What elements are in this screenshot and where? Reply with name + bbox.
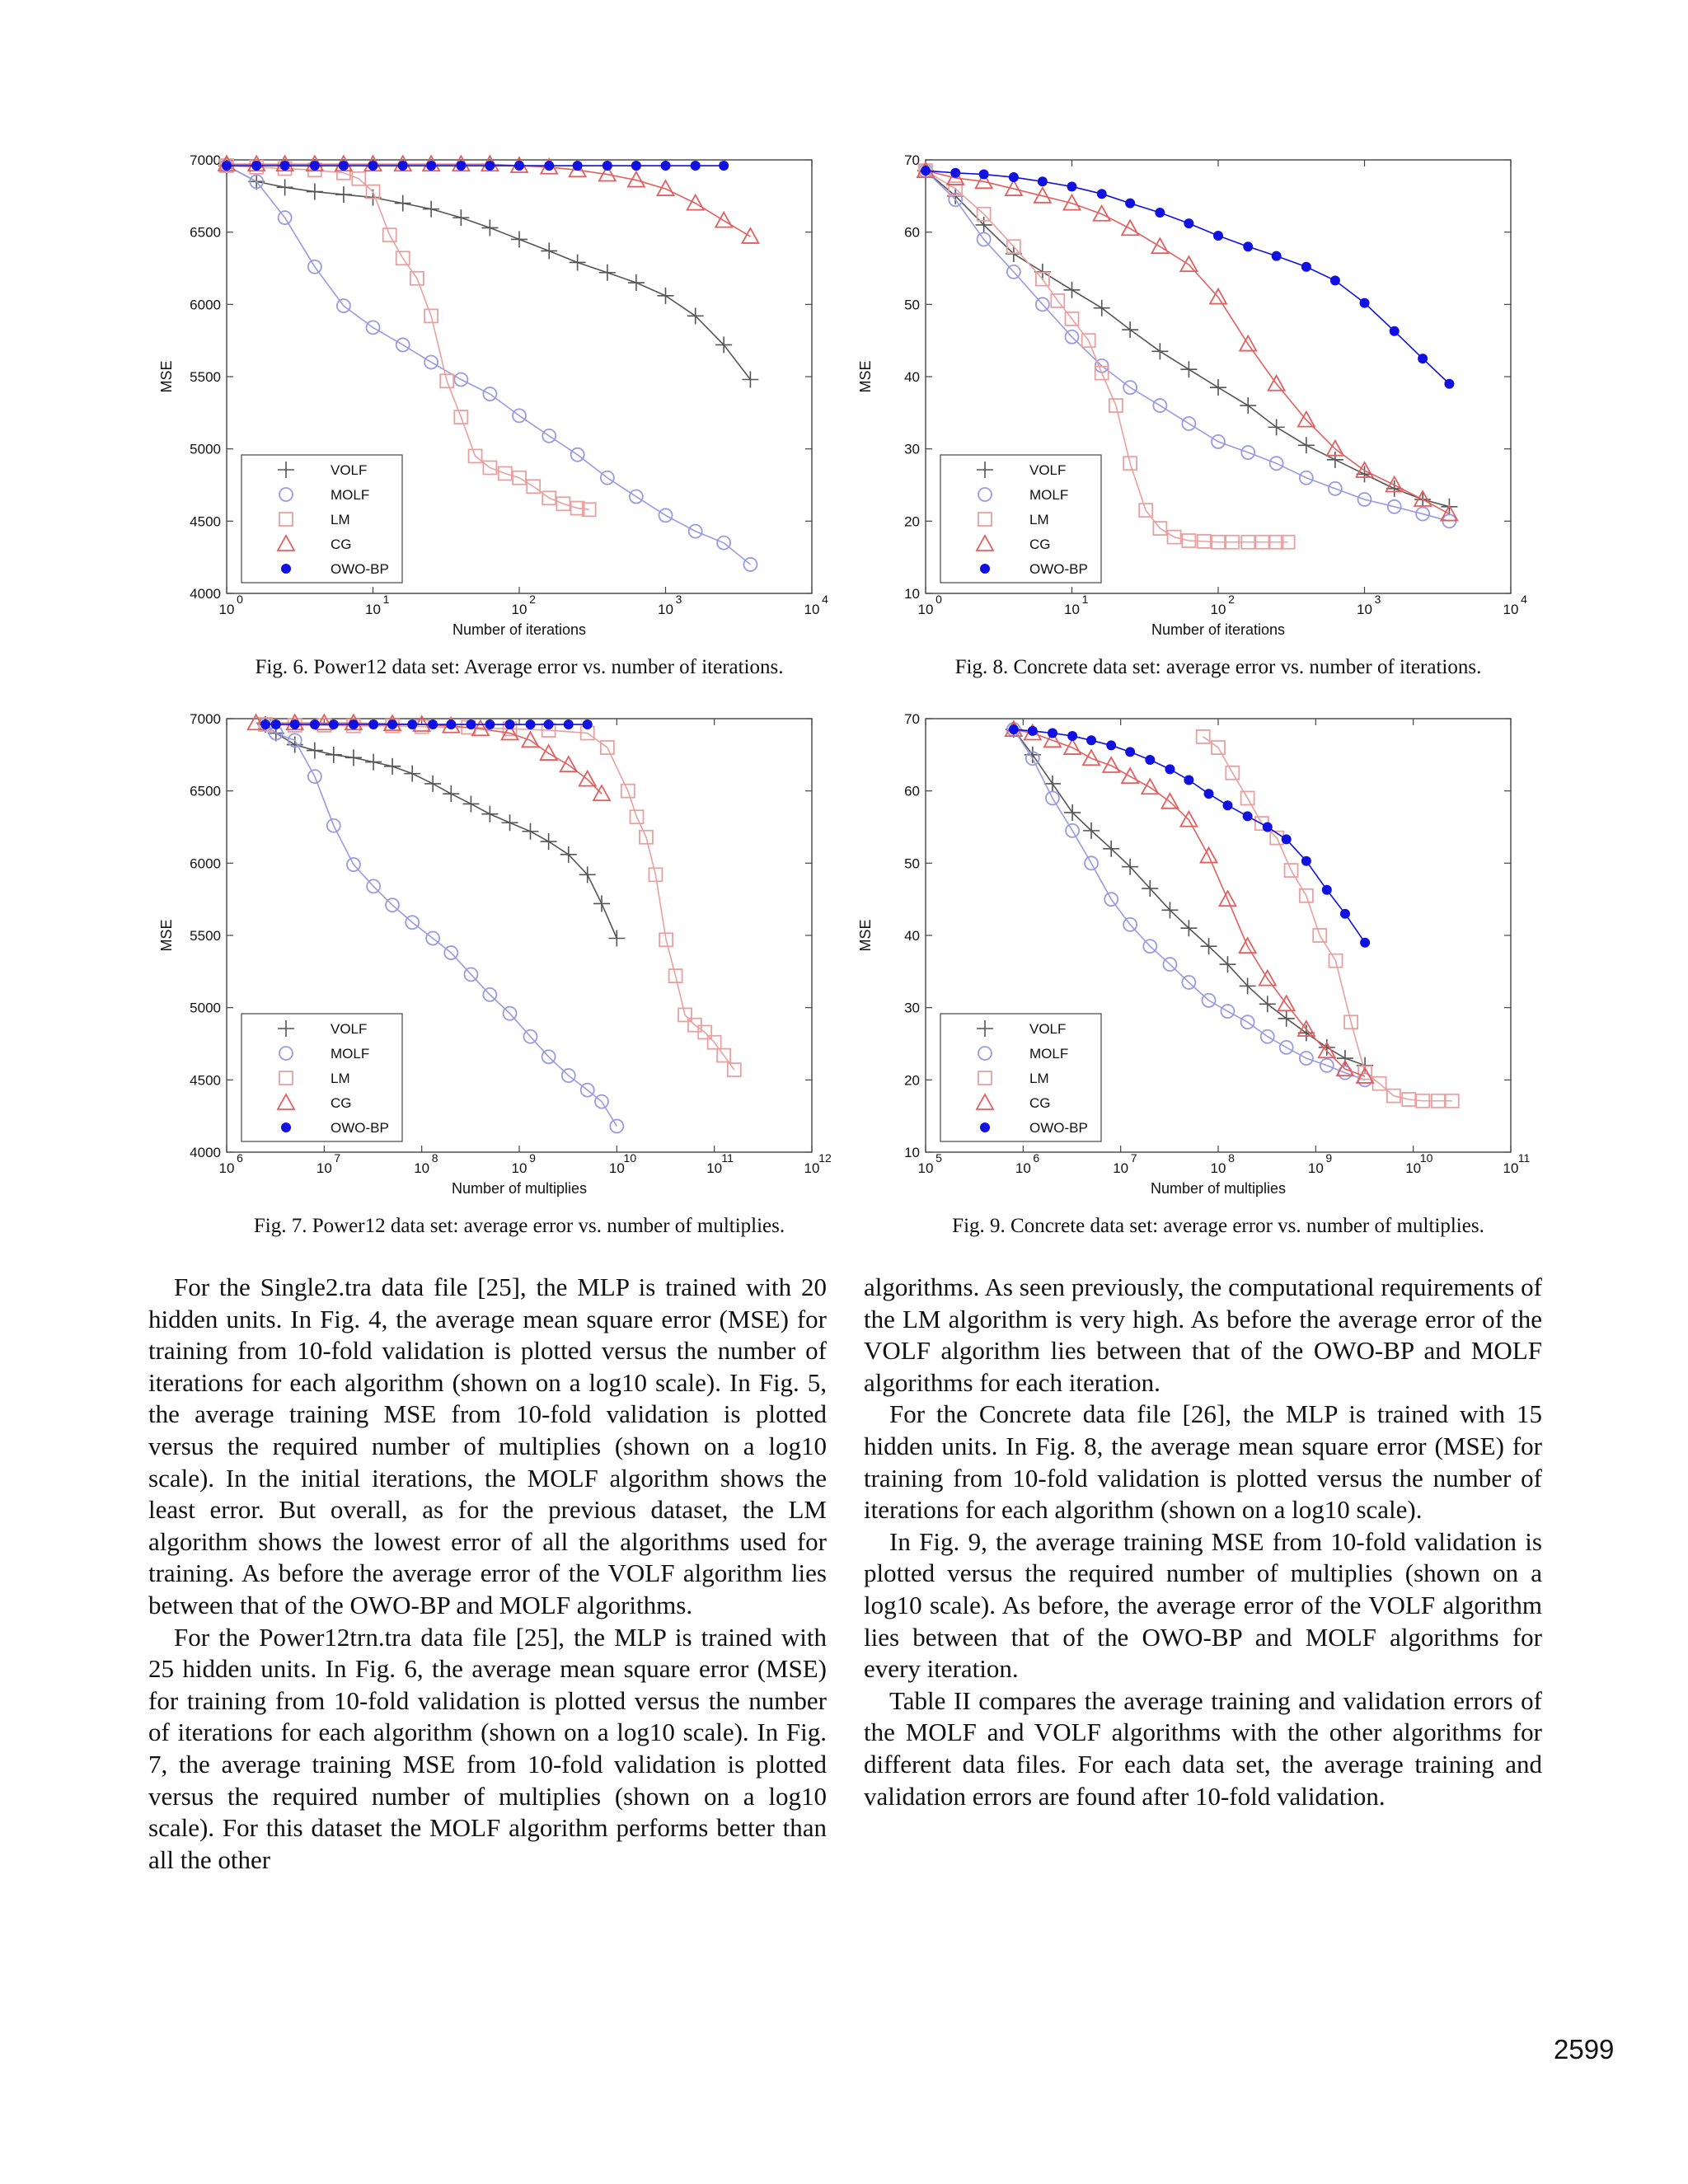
data-point (368, 719, 378, 729)
figure-8-caption: Fig. 8. Concrete data set: average error vs. number of iterations. (954, 656, 1482, 678)
data-point (1322, 885, 1332, 895)
x-tick-exponent: 12 (818, 1151, 832, 1165)
x-tick-label: 10 (414, 1160, 430, 1176)
y-axis-label: MSE (158, 360, 175, 393)
x-tick-exponent: 6 (1033, 1151, 1040, 1165)
data-point (452, 209, 469, 226)
x-tick-label: 10 (511, 1160, 528, 1176)
data-point (1064, 739, 1081, 754)
x-tick-exponent: 2 (529, 593, 536, 606)
y-axis-label: MSE (857, 360, 874, 393)
y-tick-label: 6000 (190, 297, 221, 313)
data-point (1028, 726, 1038, 736)
data-point (290, 719, 300, 729)
figure-8-chart (847, 142, 1540, 653)
x-tick-exponent: 11 (721, 1151, 734, 1165)
data-point (1048, 729, 1057, 738)
legend-label: MOLF (331, 1046, 370, 1062)
data-point (921, 166, 931, 176)
data-point (1298, 437, 1315, 453)
data-point (1390, 326, 1400, 336)
x-tick-exponent: 1 (1081, 593, 1089, 606)
data-point (1067, 181, 1077, 191)
legend-label: LM (331, 512, 350, 527)
paragraph-table2: Table II compares the average training and validation errors of the MOLF and VOLF algorithms with the other algorithms for different data files. For each data set, the average training and validation errors are found after 10-fold validation. (864, 1685, 1542, 1811)
x-tick-exponent: 10 (623, 1151, 637, 1165)
paragraph-fig9: In Fig. 9, the average training MSE from 10-fold validation is plotted versus the required number of multiplies (shown on a log10 scale). As before, the average error of the VOLF algorithm lies between that of the OWO-BP and MOLF algorithms for every iteration. (864, 1526, 1542, 1684)
data-point (525, 719, 535, 729)
x-tick-label: 10 (1357, 602, 1372, 617)
data-point (1301, 262, 1311, 272)
figure-9-chart (847, 701, 1540, 1212)
data-point (1151, 343, 1168, 359)
data-point (661, 161, 671, 171)
y-tick-label: 6500 (190, 224, 221, 241)
data-point (1278, 1010, 1295, 1027)
data-point (462, 795, 479, 812)
data-point (307, 184, 323, 200)
legend-label: VOLF (1029, 1021, 1067, 1037)
data-point (424, 776, 441, 792)
data-point (544, 161, 554, 171)
data-point (1243, 241, 1253, 251)
x-axis-label: Number of multiplies (451, 1180, 588, 1197)
data-point (481, 219, 498, 236)
y-tick-label: 5000 (190, 1000, 221, 1016)
data-point (1213, 231, 1223, 241)
data-point (1083, 750, 1100, 765)
data-point (979, 170, 989, 180)
x-tick-exponent: 6 (237, 1151, 243, 1165)
data-point (485, 161, 495, 171)
x-axis-label: Number of iterations (1151, 621, 1286, 638)
x-tick-exponent: 0 (237, 593, 243, 606)
data-point (1330, 275, 1340, 285)
x-tick-exponent: 7 (334, 1151, 341, 1165)
x-tick-label: 10 (1503, 602, 1519, 617)
data-point (1340, 909, 1350, 919)
x-tick-exponent: 10 (1419, 1151, 1433, 1165)
legend-marker (980, 564, 990, 574)
x-tick-label: 10 (1503, 1160, 1519, 1176)
data-point (1444, 379, 1454, 389)
y-tick-label: 7000 (190, 711, 221, 727)
x-tick-exponent: 1 (382, 593, 390, 606)
data-point (511, 231, 528, 247)
data-point (1097, 189, 1107, 199)
x-tick-exponent: 3 (1374, 593, 1381, 606)
data-point (541, 745, 557, 760)
series-line (227, 166, 750, 379)
legend-label: CG (331, 1095, 352, 1111)
x-tick-label: 10 (218, 602, 235, 617)
figure-9-svg (847, 701, 1540, 1212)
legend-marker (281, 564, 291, 574)
data-point (428, 719, 438, 729)
x-axis-label: Number of iterations (452, 621, 587, 638)
legend (940, 455, 1101, 583)
data-point (593, 895, 610, 912)
y-tick-label: 6500 (190, 783, 221, 799)
data-point (1044, 776, 1061, 792)
paragraph-concrete: For the Concrete data file [26], the MLP is trained with 15 hidden units. In Fig. 8, the average mean square error (MSE) for training from 10-fold validation is plotted versus the number of iterations for each algorithm (shown on a log10 scale). (864, 1399, 1542, 1525)
figure-9-caption: Fig. 9. Concrete data set: average error vs. number of multiplies. (952, 1215, 1484, 1237)
data-point (1125, 747, 1135, 757)
y-tick-label: 5000 (190, 441, 221, 457)
data-point (407, 719, 417, 729)
data-point (583, 719, 593, 729)
y-tick-label: 4000 (190, 586, 221, 602)
x-tick-exponent: 11 (1517, 1151, 1531, 1165)
paragraph-power12: For the Power12trn.tra data file [25], the MLP is trained with 25 hidden units. In Fig. 6, the average mean square error (MSE) for training from 10-fold validation is plotted versus the number of iterations for each algorithm (shown on a log10 scale). In Fig. 7, the average training MSE from 10-fold validation is plotted versus the required number of multiplies (shown on a log10 scale). For this dataset the MOLF algorithm performs better than all the other (148, 1622, 827, 1874)
data-point (1301, 856, 1311, 866)
legend-label: OWO-BP (331, 1120, 389, 1136)
legend-label: MOLF (1029, 487, 1069, 503)
x-tick-label: 10 (1307, 1160, 1324, 1176)
x-tick-exponent: 7 (1130, 1151, 1137, 1165)
y-tick-label: 4500 (190, 1072, 221, 1089)
y-tick-label: 50 (904, 297, 920, 313)
y-tick-label: 50 (904, 855, 920, 872)
x-tick-exponent: 2 (1228, 593, 1235, 606)
legend-label: OWO-BP (331, 561, 389, 577)
data-point (339, 161, 349, 171)
y-tick-label: 40 (904, 369, 920, 385)
data-point (658, 180, 674, 195)
legend-label: CG (1029, 1095, 1051, 1111)
x-tick-label: 10 (917, 602, 934, 617)
x-tick-label: 10 (1405, 1160, 1422, 1176)
x-tick-exponent: 3 (675, 593, 682, 606)
data-point (310, 719, 320, 729)
data-point (728, 1063, 741, 1076)
figure-6-svg (148, 142, 841, 653)
data-point (950, 168, 960, 178)
legend (241, 1014, 402, 1141)
legend-label: LM (1029, 512, 1049, 527)
x-tick-exponent: 9 (529, 1151, 536, 1165)
series-owo-bp (921, 166, 1454, 389)
data-point (564, 719, 574, 729)
data-point (628, 274, 645, 291)
body-right-column (864, 1272, 1542, 1812)
legend-label: LM (331, 1071, 350, 1086)
figure-7-svg (148, 701, 841, 1212)
data-point (349, 719, 359, 729)
y-tick-label: 20 (904, 513, 920, 530)
figure-7-caption: Fig. 7. Power12 data set: average error vs. number of multiplies. (253, 1215, 785, 1237)
y-tick-label: 4000 (190, 1145, 221, 1160)
data-point (1268, 419, 1285, 435)
data-point (570, 254, 586, 270)
data-point (368, 161, 378, 171)
data-point (522, 823, 538, 840)
y-tick-label: 5500 (190, 369, 221, 385)
legend-marker (980, 1122, 990, 1132)
paragraph-continuation: algorithms. As seen previously, the computational requirements of the LM algorithm is very high. As before the average error of the VOLF algorithm lies between that of the OWO-BP and MOLF algorithms for each iteration. (864, 1272, 1542, 1397)
data-point (658, 288, 674, 304)
data-point (271, 719, 281, 729)
data-point (1272, 251, 1282, 261)
data-point (505, 719, 515, 729)
data-point (456, 161, 466, 171)
data-point (1106, 740, 1116, 750)
legend-label: VOLF (331, 462, 368, 478)
x-tick-label: 10 (1015, 1160, 1031, 1176)
legend-label: VOLF (331, 1021, 368, 1037)
y-tick-label: 60 (904, 224, 920, 241)
y-tick-label: 40 (904, 928, 920, 944)
legend-label: CG (331, 537, 352, 552)
page-number: 2599 (1554, 2034, 1615, 2064)
data-point (1184, 218, 1193, 228)
data-point (1161, 794, 1178, 808)
y-tick-label: 6000 (190, 855, 221, 872)
data-point (310, 161, 320, 171)
y-axis-label: MSE (158, 919, 175, 952)
data-point (426, 161, 436, 171)
y-tick-label: 5500 (190, 928, 221, 944)
data-point (1122, 321, 1138, 338)
data-point (1086, 735, 1096, 745)
data-point (222, 161, 232, 171)
data-point (280, 161, 290, 171)
data-point (541, 242, 557, 259)
y-tick-label: 30 (904, 441, 920, 457)
x-tick-label: 10 (365, 602, 381, 617)
data-point (573, 161, 583, 171)
data-point (1038, 176, 1048, 186)
series-line (926, 171, 1449, 384)
legend-label: MOLF (331, 487, 370, 503)
figure-6-caption: Fig. 6. Power12 data set: Average error vs. number of iterations. (255, 656, 784, 678)
data-point (1222, 800, 1232, 810)
series-volf (257, 716, 625, 946)
data-point (387, 719, 397, 729)
data-point (1009, 724, 1019, 734)
x-tick-label: 10 (1210, 1160, 1226, 1176)
data-point (1243, 811, 1253, 821)
data-point (307, 743, 323, 759)
data-point (1094, 300, 1110, 316)
data-point (260, 719, 270, 729)
y-tick-label: 10 (904, 1145, 920, 1160)
y-tick-label: 70 (904, 152, 920, 168)
data-point (485, 719, 495, 729)
data-point (395, 195, 411, 212)
data-point (719, 161, 729, 171)
data-point (1009, 172, 1019, 182)
data-point (1180, 256, 1197, 271)
data-point (1125, 199, 1135, 209)
figure-7-chart (148, 701, 841, 1212)
data-point (365, 754, 382, 771)
data-point (691, 161, 701, 171)
legend-label: MOLF (1029, 1046, 1069, 1062)
y-tick-label: 20 (904, 1072, 920, 1089)
data-point (1155, 208, 1165, 218)
x-tick-exponent: 0 (935, 593, 942, 606)
x-tick-label: 10 (608, 1160, 625, 1176)
x-tick-label: 10 (917, 1160, 934, 1176)
data-point (1165, 764, 1175, 774)
data-point (1360, 298, 1370, 308)
y-tick-label: 30 (904, 1000, 920, 1016)
x-tick-label: 10 (804, 602, 820, 617)
data-point (251, 161, 261, 171)
data-point (329, 719, 339, 729)
data-point (1180, 361, 1197, 377)
data-point (514, 161, 524, 171)
x-tick-exponent: 5 (935, 1151, 942, 1165)
x-tick-exponent: 8 (431, 1151, 438, 1165)
legend-label: OWO-BP (1029, 561, 1088, 577)
data-point (715, 213, 732, 227)
data-point (1145, 755, 1155, 765)
data-point (544, 719, 554, 729)
data-point (1240, 397, 1256, 414)
y-tick-label: 70 (904, 711, 920, 727)
figure-6-chart (148, 142, 841, 653)
legend-marker (281, 1122, 291, 1132)
legend (241, 455, 402, 583)
series-line (1014, 729, 1365, 943)
data-point (1418, 354, 1428, 363)
data-point (599, 265, 616, 281)
data-point (631, 161, 641, 171)
data-point (335, 186, 352, 203)
paragraph-single2: For the Single2.tra data file [25], the MLP is trained with 20 hidden units. In Fig. 4, the average mean square error (MSE) for training from 10-fold validation is plotted versus the number of iterations for each algorithm (shown on a log10 scale). In Fig. 5, the average training MSE from 10-fold validation is plotted versus the required number of multiplies (shown on a log10 scale). In the initial iterations, the MOLF algorithm shows the least error. But overall, as for the previous dataset, the LM algorithm shows the lowest error of all the algorithms used for training. As before the average error of the VOLF algorithm lies between that of the OWO-BP and MOLF algorithms. (148, 1272, 827, 1619)
data-point (1360, 938, 1370, 948)
x-tick-label: 10 (218, 1160, 235, 1176)
x-tick-exponent: 4 (1521, 593, 1527, 606)
legend-label: CG (1029, 537, 1051, 552)
data-point (1103, 757, 1119, 772)
series-line (265, 724, 617, 938)
data-point (1204, 789, 1214, 799)
y-tick-label: 4500 (190, 513, 221, 530)
data-point (1210, 379, 1226, 396)
data-point (404, 766, 420, 782)
data-point (1122, 220, 1138, 235)
data-point (481, 806, 498, 823)
data-point (1067, 731, 1077, 741)
y-tick-label: 7000 (190, 152, 221, 168)
data-point (326, 747, 342, 763)
x-tick-exponent: 9 (1325, 1151, 1333, 1165)
data-point (1184, 776, 1193, 785)
data-point (742, 372, 758, 388)
legend-label: OWO-BP (1029, 1120, 1088, 1136)
data-point (398, 161, 408, 171)
data-point (446, 719, 456, 729)
data-point (742, 228, 758, 243)
data-point (1122, 768, 1138, 783)
x-tick-label: 10 (1064, 602, 1080, 617)
body-left-column (148, 1272, 827, 1876)
figure-8-svg (847, 142, 1540, 653)
x-axis-label: Number of multiplies (1150, 1180, 1287, 1197)
data-point (502, 814, 518, 831)
y-tick-label: 10 (904, 586, 920, 602)
y-tick-label: 60 (904, 783, 920, 799)
data-point (1064, 282, 1081, 298)
y-axis-label: MSE (857, 919, 874, 952)
x-tick-exponent: 8 (1228, 1151, 1235, 1165)
data-point (423, 201, 439, 218)
data-point (687, 195, 704, 210)
data-point (603, 161, 612, 171)
legend-label: VOLF (1029, 462, 1067, 478)
data-point (1282, 834, 1292, 844)
x-tick-label: 10 (658, 602, 673, 617)
x-tick-label: 10 (804, 1160, 820, 1176)
x-tick-label: 10 (706, 1160, 723, 1176)
data-point (277, 179, 293, 195)
x-tick-label: 10 (316, 1160, 332, 1176)
x-tick-label: 10 (1113, 1160, 1129, 1176)
data-point (466, 719, 476, 729)
series-volf (218, 157, 758, 387)
data-point (1094, 206, 1110, 221)
x-tick-label: 10 (511, 602, 528, 617)
series-owo-bp (1009, 724, 1370, 948)
series-line (227, 164, 750, 237)
legend-label: LM (1029, 1071, 1049, 1086)
x-tick-label: 10 (1210, 602, 1226, 617)
data-point (541, 833, 557, 850)
x-tick-exponent: 4 (822, 593, 828, 606)
data-point (608, 930, 625, 947)
data-point (345, 749, 362, 766)
data-point (443, 785, 459, 802)
data-point (384, 758, 401, 775)
legend (940, 1014, 1101, 1141)
data-point (1263, 823, 1273, 832)
